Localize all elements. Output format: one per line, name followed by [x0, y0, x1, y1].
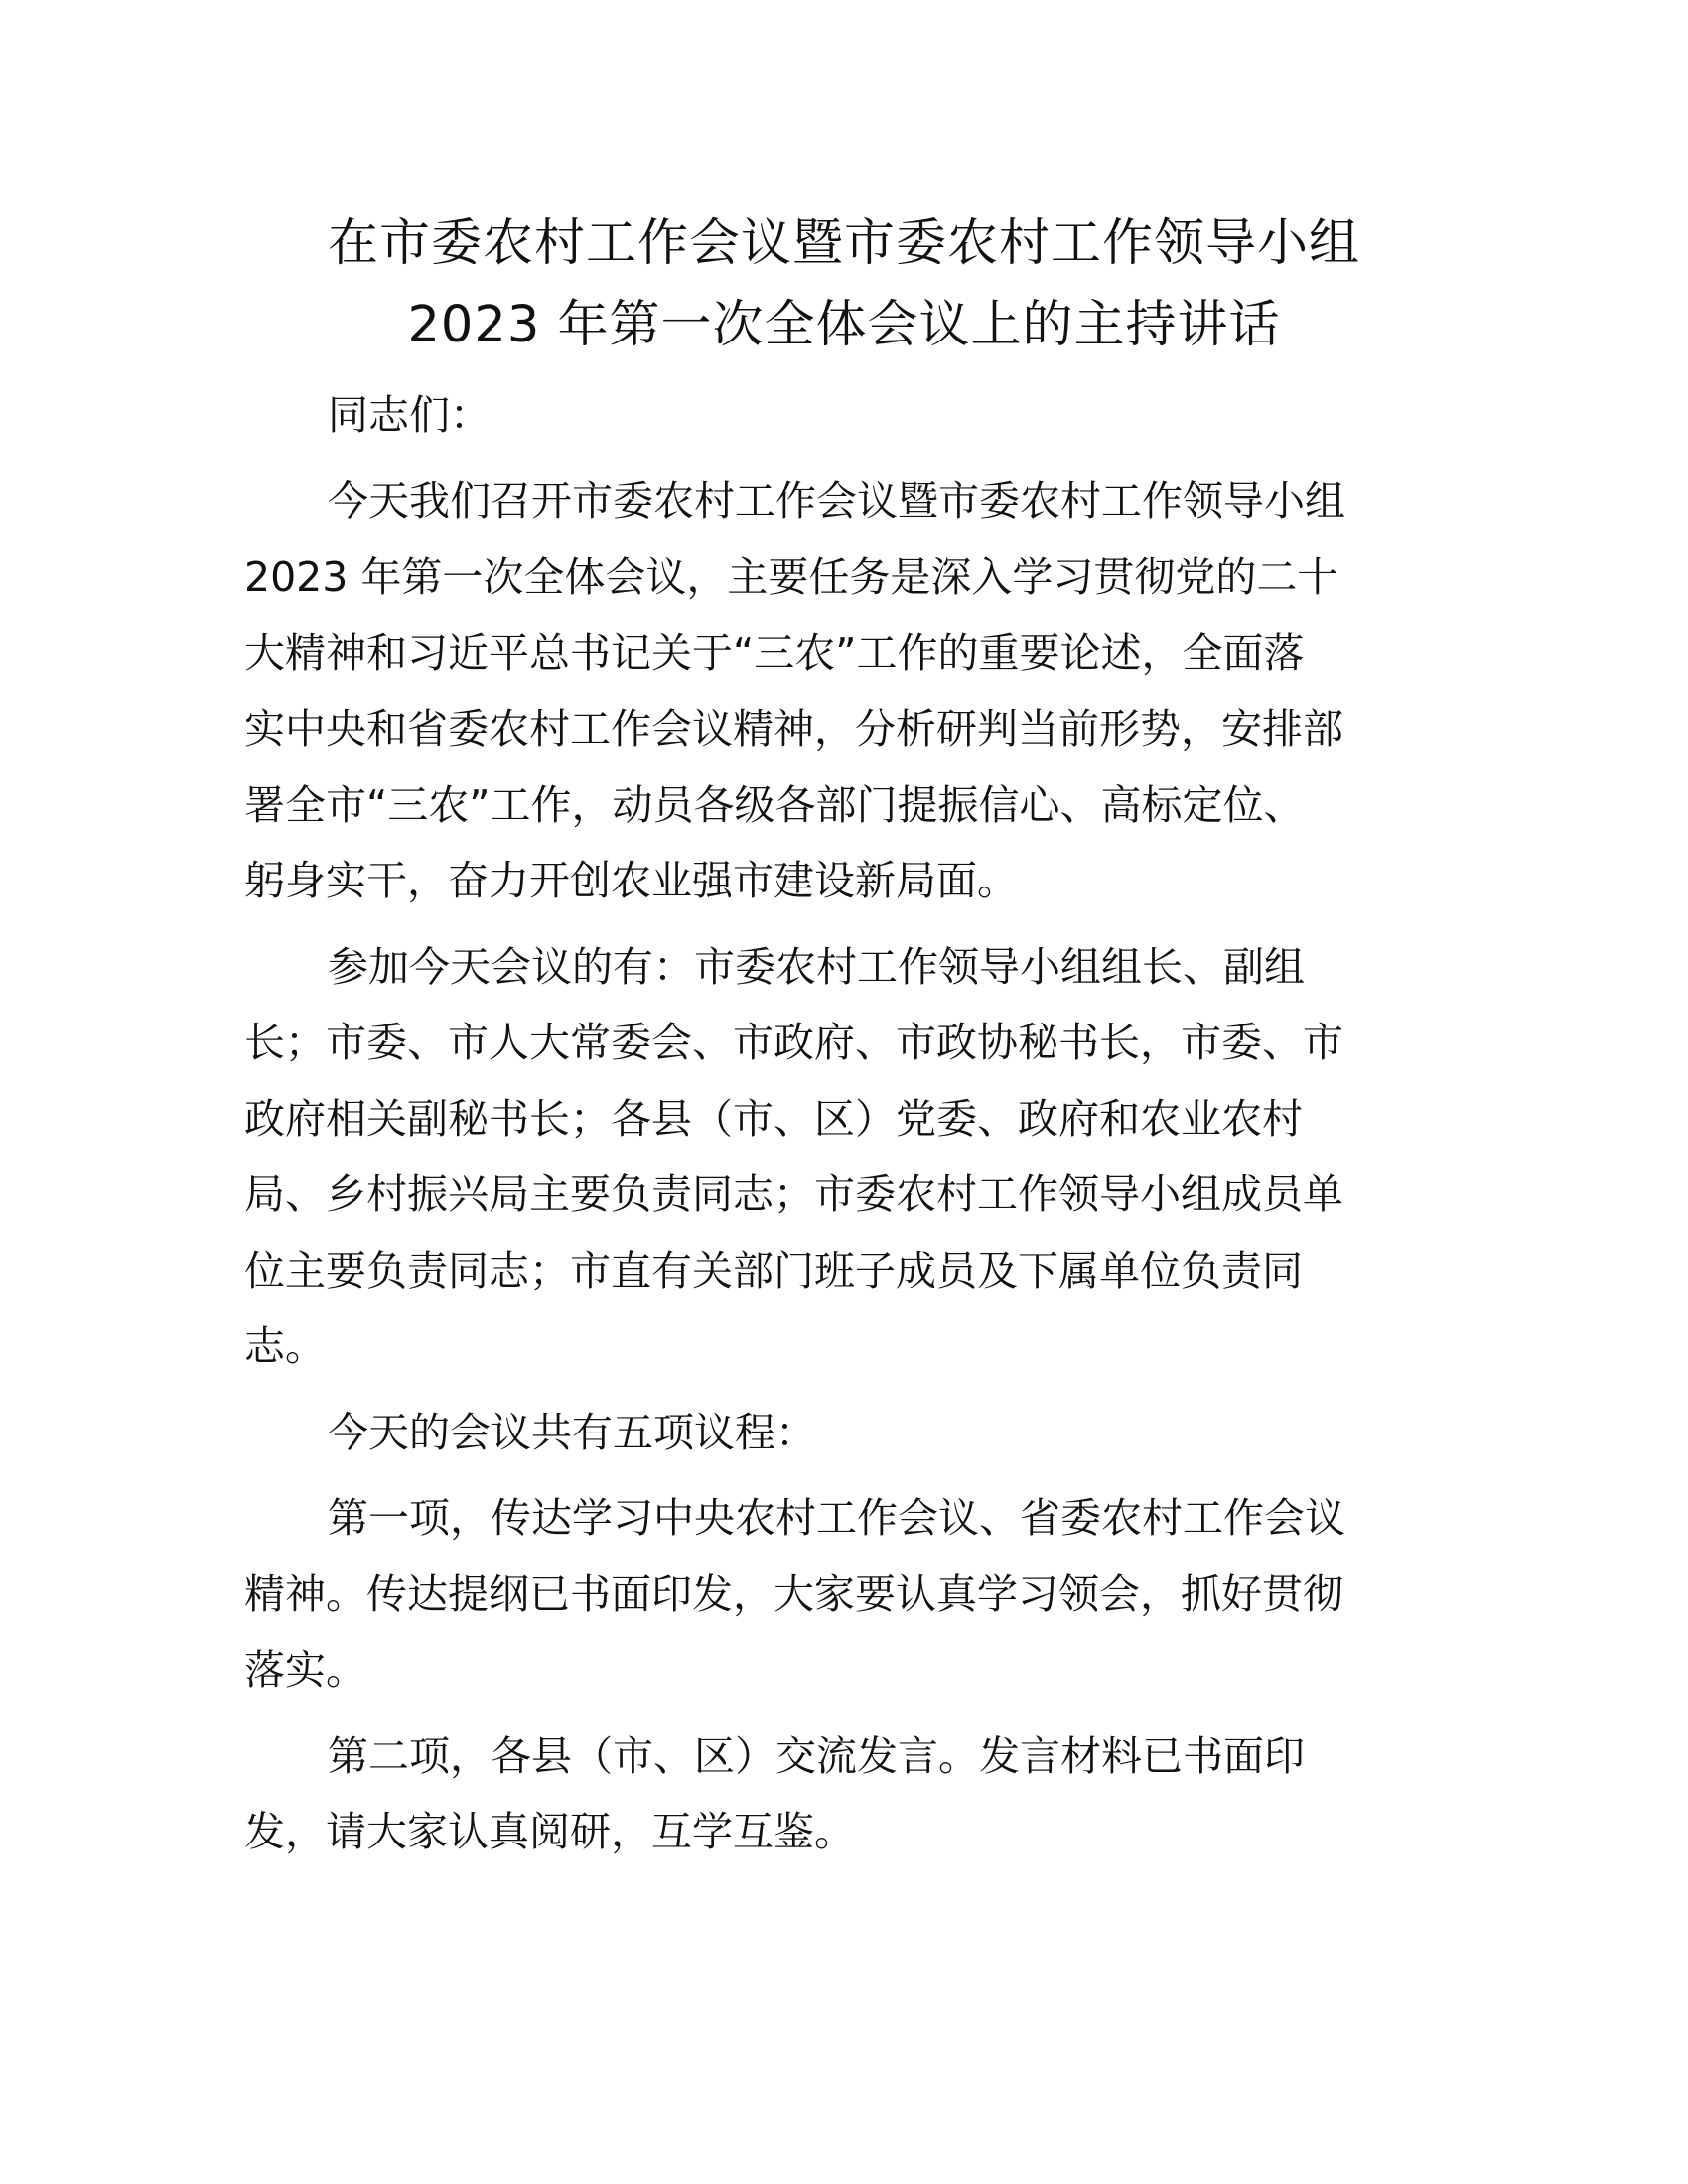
text-line: 第二项，各县（市、区）交流发言。发言材料已书面印 — [328, 1731, 1305, 1780]
text-line: 长；市委、市人大常委会、市政府、市政协秘书长，市委、市 — [244, 1019, 1343, 1066]
text-line: 政府相关副秘书长；各县（市、区）党委、政府和农业农村 — [244, 1094, 1303, 1143]
text-line: 发，请大家认真阅研，互学互鉴。 — [244, 1808, 855, 1855]
text-line: 落实。 — [244, 1646, 366, 1694]
paragraph-agenda-item-1 — [244, 1480, 1448, 1708]
paragraph-greeting — [244, 377, 1448, 454]
text-line: 局、乡村振兴局主要负责同志；市委农村工作领导小组成员单 — [244, 1170, 1343, 1218]
text-line: 大精神和习近平总书记关于“三农”工作的重要论述，全面落 — [244, 628, 1305, 677]
paragraph-attendees — [244, 929, 1448, 1385]
document-body — [244, 377, 1448, 1880]
text-line: 署全市“三农”工作，动员各级各部门提振信心、高标定位、 — [244, 780, 1305, 829]
paragraph-agenda-item-2 — [244, 1718, 1448, 1870]
title-line: 在市委农村工作会议暨市委农村工作领导小组 — [327, 214, 1360, 273]
text-line: 参加今天会议的有：市委农村工作领导小组组长、副组 — [328, 942, 1305, 991]
text-line: 今天的会议共有五项议程： — [328, 1408, 816, 1456]
text-line: 位主要负责同志；市直有关部门班子成员及下属单位负责同 — [244, 1246, 1303, 1295]
paragraph-agenda-intro — [244, 1395, 1448, 1471]
text-line: 实中央和省委农村工作会议精神，分析研判当前形势，安排部 — [244, 705, 1343, 752]
text-line: 同志们： — [328, 391, 491, 439]
title-line: 2023 年第一次全体会议上的主持讲话 — [407, 296, 1281, 354]
document-title — [149, 204, 1539, 366]
text-line: 第一项，传达学习中央农村工作会议、省委农村工作会议 — [328, 1494, 1345, 1542]
text-line: 今天我们召开市委农村工作会议暨市委农村工作领导小组 — [328, 477, 1345, 525]
text-line: 志。 — [244, 1322, 326, 1370]
text-line: 躬身实干，奋力开创农业强市建设新局面。 — [244, 857, 1018, 904]
text-line: 精神。传达提纲已书面印发，大家要认真学习领会，抓好贯彻 — [244, 1570, 1343, 1618]
text-line: 2023 年第一次全体会议，主要任务是深入学习贯彻党的二十 — [244, 553, 1338, 601]
paragraph-meeting-purpose — [244, 464, 1448, 919]
